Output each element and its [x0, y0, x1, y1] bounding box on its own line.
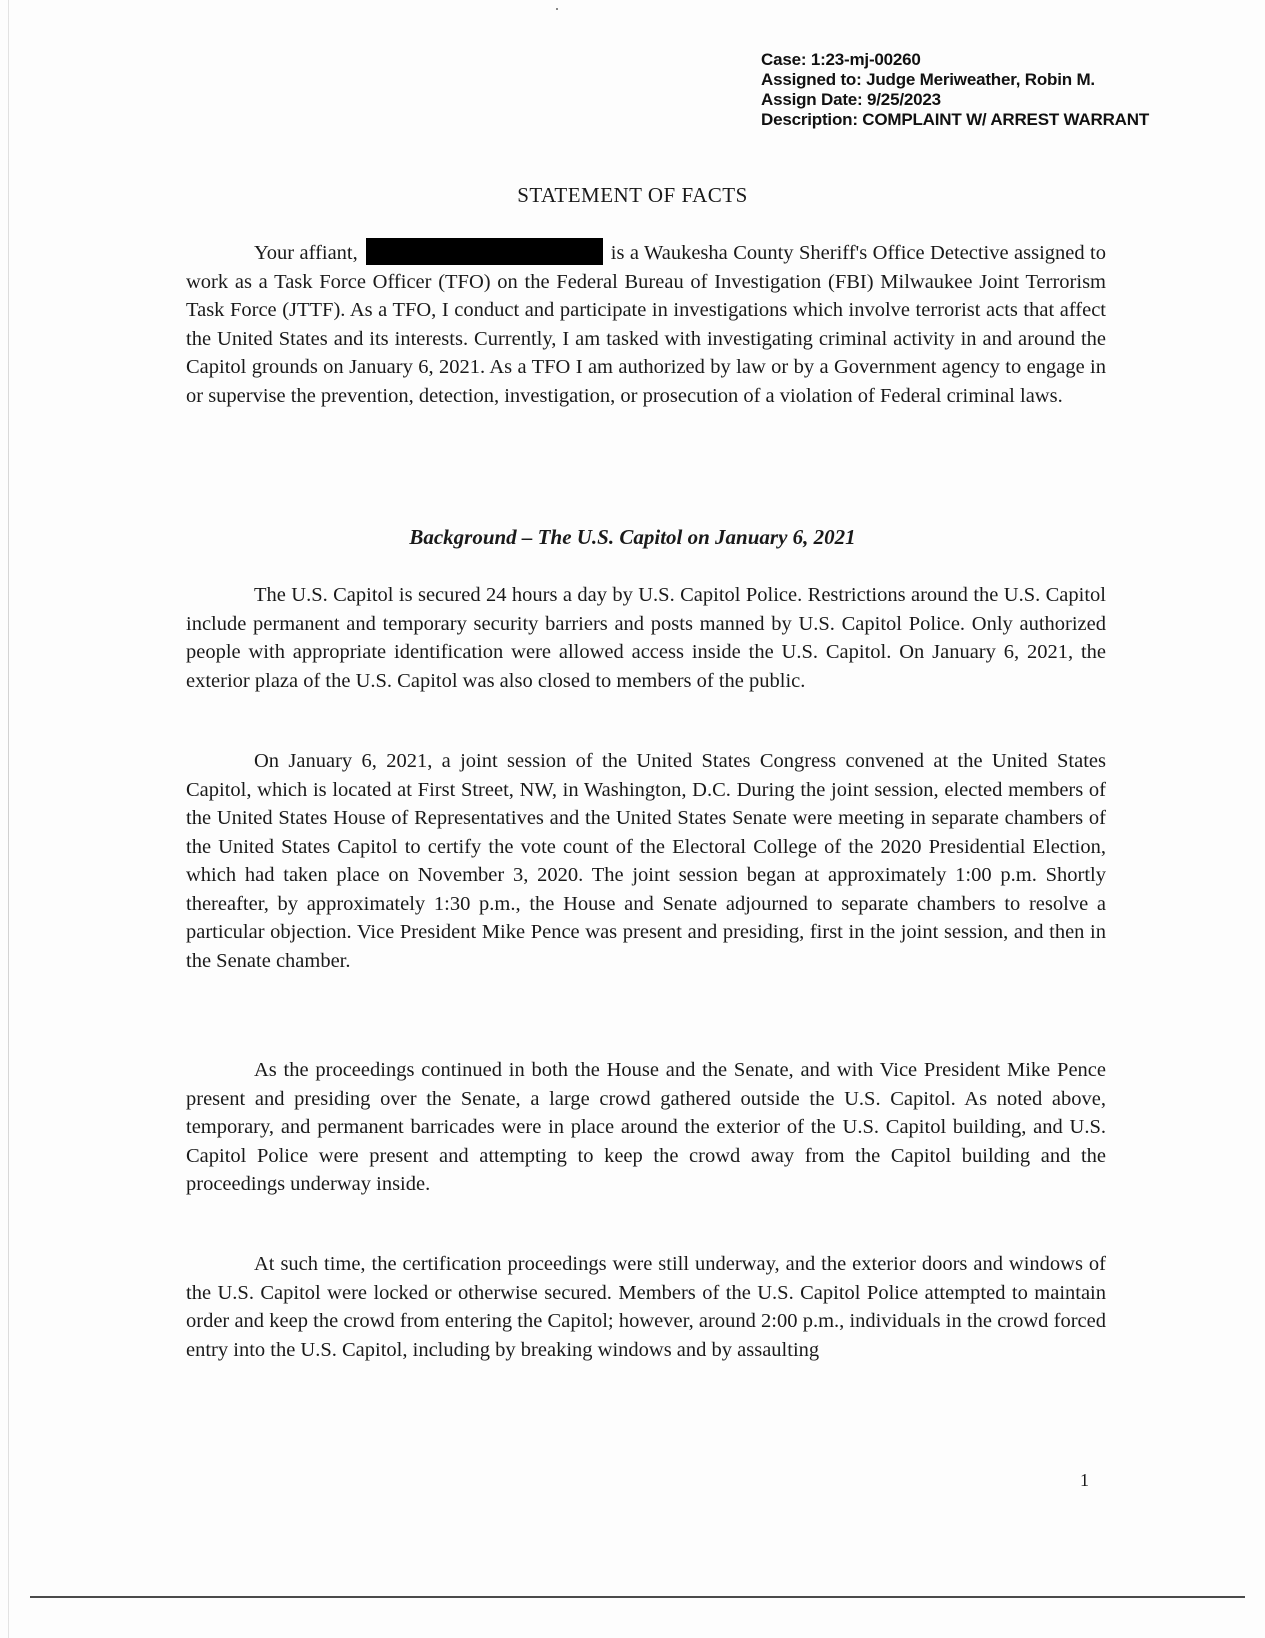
case-number: Case: 1:23-mj-00260: [761, 50, 921, 69]
scan-edge-bottom: [30, 1596, 1245, 1598]
intro-rest: is a Waukesha County Sheriff's Office Detective assigned to work as a Task Force Officer (TFO) on the Federal Bureau of Investigation (FBI) Milwaukee Joint Terrorism Task Force (JTTF). As a TFO, I conduct and participate in investigations which involve terrorist acts that affect the United States and its interests. Currently, I am tasked with investigating criminal activity in and around the Capitol grounds on January 6, 2021. As a TFO I am authorized by law or by a Government agency to engage in or supervise the prevention, detection, investigation, or prosecution of a violation of Federal criminal laws.: [186, 242, 1107, 407]
assign-date: Assign Date: 9/25/2023: [761, 90, 941, 109]
paragraph-text: On January 6, 2021, a joint session of the United States Congress convened at the United States Capitol, which is located at First Street, NW, in Washington, D.C. During the joint session, elected members of the United States House of Representatives and the United States Senate were meeting in separate chambers of the United States Capitol to certify the vote count of the Electoral College of the 2020 Presidential Election, which had taken place on November 3, 2020. The joint session began at approximately 1:00 p.m. Shortly thereafter, by approximately 1:30 p.m., the House and Senate adjourned to separate chambers to resolve a particular objection. Vice President Mike Pence was present and presiding, first in the joint session, and then in the Senate chamber.: [186, 750, 1106, 972]
case-stamp: [761, 50, 1149, 130]
paragraph: [186, 747, 1106, 975]
paragraph-text: The U.S. Capitol is secured 24 hours a day by U.S. Capitol Police. Restrictions around the U.S. Capitol include permanent and temporary security barriers and posts manned by U.S. Capitol Police. Only authorized people with appropriate identification were allowed access inside the U.S. Capitol. On January 6, 2021, the exterior plaza of the U.S. Capitol was also closed to members of the public.: [186, 584, 1106, 692]
assigned-judge: Assigned to: Judge Meriweather, Robin M.: [761, 70, 1095, 89]
page-number: 1: [1080, 1470, 1089, 1490]
intro-paragraph: [186, 238, 1106, 410]
case-description: Description: COMPLAINT W/ ARREST WARRANT: [761, 110, 1150, 129]
paragraph: [186, 1056, 1106, 1199]
scan-edge-left: [8, 0, 9, 1638]
redaction-block: [366, 238, 603, 265]
paragraph: [186, 1250, 1106, 1364]
paragraph-text: As the proceedings continued in both the House and the Senate, and with Vice President Mike Pence present and presiding over the Senate, a large crowd gathered outside the U.S. Capitol. As noted above, temporary, and permanent barricades were in place around the exterior of the U.S. Capitol building, and U.S. Capitol Police were present and attempting to keep the crowd away from the Capitol building and the proceedings underway inside.: [186, 1059, 1106, 1195]
paragraph: [186, 581, 1106, 695]
section-subheading: Background – The U.S. Capitol on January 6, 2021: [409, 525, 856, 549]
intro-lead: Your affiant,: [254, 242, 358, 264]
scan-artifact: [556, 8, 558, 10]
paragraph-text: At such time, the certification proceedings were still underway, and the exterior doors and windows of the U.S. Capitol were locked or otherwise secured. Members of the U.S. Capitol Police attempted to maintain order and keep the crowd from entering the Capitol; however, around 2:00 p.m., individuals in the crowd forced entry into the U.S. Capitol, including by breaking windows and by assaulting: [186, 1253, 1106, 1361]
document-title: STATEMENT OF FACTS: [517, 183, 748, 207]
